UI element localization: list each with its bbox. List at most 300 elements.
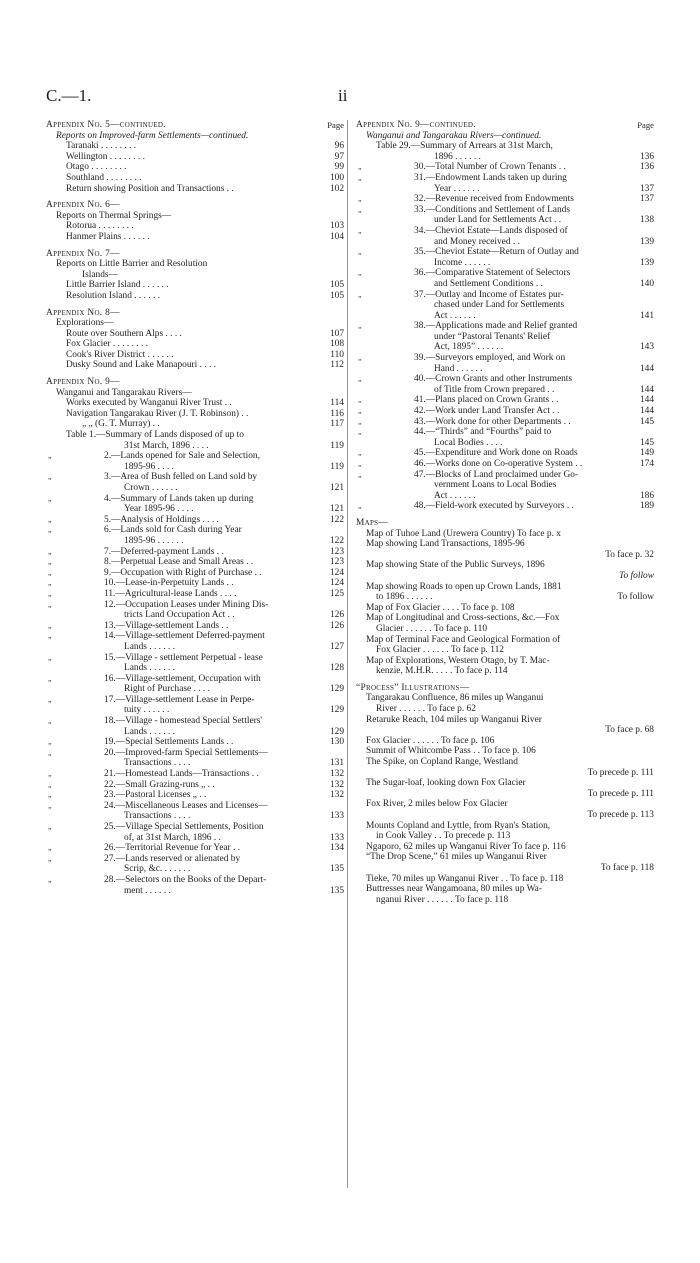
contents-entry <box>46 864 344 875</box>
contents-entry <box>46 441 344 452</box>
entry-title: 12.—Occupation Leases under Mining Dis- <box>104 599 269 610</box>
entry-title: Buttresses near Wangamoana, 80 miles up Wa- <box>366 884 542 895</box>
contents-entry <box>46 200 344 211</box>
entry-page-ref: 128 <box>329 663 344 674</box>
ditto-mark: „ <box>48 451 52 461</box>
contents-entry <box>46 184 344 195</box>
entry-page-ref: To precede p. 111 <box>587 767 654 778</box>
ditto-mark: „ <box>358 289 362 299</box>
entry-title: Appendix No. 9—continued. <box>356 120 476 130</box>
entry-title: 40.—Crown Grants and other Instruments <box>414 374 573 385</box>
entry-title: River . . . . . . To face p. 62 <box>376 704 476 715</box>
entry-title: Retaruke Reach, 104 miles up Wanganui River <box>366 714 542 725</box>
entry-title: Mounts Copland and Lyttle, from Ryan's Station, <box>366 820 551 831</box>
contents-entry <box>46 589 344 600</box>
contents-entry <box>46 504 344 515</box>
entry-page-ref: 126 <box>329 620 344 631</box>
entry-title: chased under Land for Settlements <box>434 300 565 311</box>
entry-title: 18.—Village - homestead Special Settlers' <box>104 716 263 727</box>
contents-entry <box>356 395 654 406</box>
entry-page-ref: 189 <box>639 501 654 512</box>
ditto-mark: „ <box>48 790 52 800</box>
entry-page-ref: 139 <box>639 236 654 247</box>
contents-entry <box>46 280 344 291</box>
entry-title: Appendix No. 5—continued. <box>46 120 166 130</box>
entry-title: Map of Tuhoe Land (Urewera Country) To face p. x <box>366 528 561 539</box>
ditto-mark: „ <box>48 472 52 482</box>
entry-title: Little Barrier Island . . . . . . <box>66 280 169 291</box>
contents-entry <box>46 663 344 674</box>
entry-title: Local Bodies . . . . <box>434 437 503 448</box>
contents-entry <box>356 173 654 184</box>
entry-page-ref: 137 <box>639 183 654 194</box>
entry-page-ref: 119 <box>330 461 344 472</box>
entry-title: Appendix No. 6— <box>46 200 120 211</box>
ditto-mark: „ <box>48 525 52 535</box>
ditto-mark: „ <box>358 448 362 458</box>
entry-page-ref: 125 <box>329 588 344 599</box>
entry-title: Return showing Position and Transactions . . <box>66 183 234 194</box>
contents-entry <box>46 748 344 759</box>
entry-page-ref: 131 <box>329 758 344 769</box>
contents-entry <box>46 249 344 260</box>
contents-entry <box>46 398 344 409</box>
ditto-mark: „ <box>48 631 52 641</box>
contents-entry <box>46 578 344 589</box>
entry-title: 44.—“Thirds” and “Fourths” paid to <box>414 427 552 438</box>
contents-entry <box>46 409 344 420</box>
entry-title: 23.—Pastoral Licenses „ . . <box>104 790 207 801</box>
entry-title: Table 1.—Summary of Lands disposed of up to <box>66 430 244 441</box>
ditto-mark: „ <box>48 800 52 810</box>
entry-title: Taranaki . . . . . . . . <box>66 141 137 152</box>
contents-entry <box>46 339 344 350</box>
entry-page-ref: 129 <box>329 705 344 716</box>
entry-page-ref: 133 <box>329 811 344 822</box>
entry-title: 42.—Work under Land Transfer Act . . <box>414 406 560 417</box>
contents-entry <box>356 141 654 152</box>
entry-title: “Process” Illustrations— <box>356 682 470 693</box>
entry-title: 48.—Field-work executed by Surveyors . . <box>414 501 574 512</box>
entry-page-ref: 105 <box>329 290 344 301</box>
ditto-mark: „ <box>358 225 362 235</box>
entry-title: 35.—Cheviot Estate—Return of Outlay and <box>414 247 579 258</box>
contents-entry <box>46 388 344 399</box>
entry-title: Tangarakau Confluence, 86 miles up Wanganui <box>366 693 544 704</box>
contents-entry <box>46 515 344 526</box>
contents-entry <box>46 780 344 791</box>
entry-page-ref: 100 <box>329 172 344 183</box>
contents-entry <box>46 152 344 163</box>
contents-entry <box>356 821 654 832</box>
entry-title: Wellington . . . . . . . . <box>66 151 145 162</box>
entry-page-ref: 144 <box>639 406 654 417</box>
entry-page-ref: 123 <box>329 557 344 568</box>
contents-entry <box>46 843 344 854</box>
contents-entry <box>46 758 344 769</box>
entry-title: Right of Purchase . . . . <box>124 684 210 695</box>
ditto-mark: „ <box>48 822 52 831</box>
entry-title: Hanmer Plains . . . . . . <box>66 231 150 242</box>
entry-title: 37.—Outlay and Income of Estates pur- <box>414 289 564 300</box>
contents-entry <box>46 483 344 494</box>
entry-title: Year . . . . . . <box>434 183 480 194</box>
entry-title: 45.—Expenditure and Work done on Roads <box>414 448 578 459</box>
contents-entry <box>356 518 654 529</box>
contents-entry <box>356 279 654 290</box>
entry-title: “The Drop Scene,” 61 miles up Wanganui River <box>366 852 547 863</box>
contents-entry <box>356 746 654 757</box>
contents-entry <box>46 727 344 738</box>
contents-entry <box>356 789 654 800</box>
entry-title: Works executed by Wanganui River Trust . . <box>66 398 232 409</box>
contents-entry <box>356 332 654 343</box>
entry-page-ref: 136 <box>639 162 654 173</box>
contents-entry <box>46 631 344 642</box>
entry-title: Map of Fox Glacier . . . . To face p. 108 <box>366 602 515 613</box>
entry-page-ref: 145 <box>639 437 654 448</box>
entry-title: 30.—Total Number of Crown Tenants . . <box>414 162 566 173</box>
contents-entry <box>356 666 654 677</box>
entry-title: Fox Glacier . . . . . . To face p. 106 <box>366 735 495 746</box>
contents-entry <box>356 131 654 142</box>
ditto-mark: „ <box>48 578 52 588</box>
contents-entry <box>356 656 654 667</box>
contents-entry <box>356 268 654 279</box>
entry-title: Map showing State of the Public Surveys, 1896 <box>366 560 545 571</box>
entry-title: Lands . . . . . . <box>124 641 176 652</box>
entry-page-ref: To follow <box>619 570 654 581</box>
entry-title: Islands— <box>82 269 118 280</box>
entry-title: Crown . . . . . . <box>124 483 178 493</box>
contents-entry <box>356 895 654 906</box>
entry-page-ref: To follow <box>617 592 654 603</box>
entry-title: 2.—Lands opened for Sale and Selection, <box>104 451 260 462</box>
ditto-mark: „ <box>358 353 362 363</box>
contents-entry <box>356 624 654 635</box>
entry-title: 11.—Agricultural-lease Lands . . . . <box>104 588 237 599</box>
entry-title: Resolution Island . . . . . . <box>66 290 161 301</box>
entry-title: kenzie, M.H.R. . . . . To face p. 114 <box>376 666 508 677</box>
entry-page-ref: 124 <box>329 567 344 578</box>
entry-page-ref: 136 <box>639 151 654 162</box>
entry-title: Year 1895-96 . . . . <box>124 504 194 515</box>
entry-title: 3.—Area of Bush felled on Land sold by <box>104 472 258 483</box>
entry-title: Transactions . . . . <box>124 811 191 822</box>
entry-page-ref: 105 <box>329 280 344 291</box>
ditto-mark: „ <box>358 204 362 214</box>
contents-left-column <box>46 120 344 896</box>
entry-title: Southland . . . . . . . . <box>66 172 142 183</box>
entry-title: The Spike, on Copland Range, Westland <box>366 757 518 768</box>
contents-entry <box>356 184 654 195</box>
contents-entry <box>356 120 654 131</box>
entry-page-ref: 145 <box>639 416 654 427</box>
contents-entry <box>356 215 654 226</box>
contents-entry <box>46 221 344 232</box>
entry-page-ref: 112 <box>330 360 344 371</box>
entry-page-ref: 123 <box>329 546 344 557</box>
entry-title: 14.—Village-settlement Deferred-payment <box>104 631 265 642</box>
entry-title: 47.—Blocks of Land proclaimed under Go- <box>414 469 579 480</box>
entry-title: 41.—Plans placed on Crown Grants . . <box>414 395 559 406</box>
entry-page-ref: 124 <box>329 578 344 589</box>
contents-entry <box>356 226 654 237</box>
entry-title: 38.—Applications made and Relief granted <box>414 321 578 332</box>
contents-entry <box>356 406 654 417</box>
ditto-mark: „ <box>358 416 362 426</box>
contents-entry <box>46 360 344 371</box>
contents-entry <box>356 715 654 726</box>
entry-title: 1896 . . . . . . <box>434 151 481 162</box>
ditto-mark: „ <box>48 599 52 609</box>
contents-entry <box>46 329 344 340</box>
entry-title: 31.—Endowment Lands taken up during <box>414 172 567 183</box>
entry-title: Glacier . . . . . . To face p. 110 <box>376 623 488 634</box>
entry-title: Fox Glacier . . . . . . . . <box>66 339 149 350</box>
ditto-mark: „ <box>48 588 52 598</box>
entry-page-ref: 134 <box>329 843 344 854</box>
contents-entry <box>356 342 654 353</box>
entry-page-ref: 132 <box>329 769 344 780</box>
contents-entry <box>46 141 344 152</box>
page-numeral: ii <box>338 86 348 105</box>
entry-title: Act . . . . . . <box>434 310 476 321</box>
contents-entry <box>46 173 344 184</box>
entry-title: „ „ (G. T. Murray) . . <box>82 419 160 430</box>
entry-title: Rotorua . . . . . . . . <box>66 221 134 232</box>
entry-title: 26.—Territorial Revenue for Year . . <box>104 843 241 854</box>
entry-title: 1895-96 . . . . <box>124 461 174 472</box>
entry-title: The Sugar-loaf, looking down Fox Glacier <box>366 778 526 789</box>
contents-entry <box>46 886 344 897</box>
ditto-mark: „ <box>48 557 52 567</box>
contents-entry <box>46 822 344 833</box>
entry-title: vernment Loans to Local Bodies <box>434 480 557 491</box>
contents-entry <box>356 683 654 694</box>
entry-title: Appendix No. 8— <box>46 307 120 318</box>
contents-entry <box>356 852 654 863</box>
entry-title: Map showing Land Transactions, 1895-96 <box>366 539 525 550</box>
contents-entry <box>46 875 344 886</box>
entry-title: under Land for Settlements Act . . <box>434 215 562 226</box>
contents-entry <box>46 472 344 483</box>
entry-title: Wanganui and Tangarakau Rivers—continued. <box>366 130 542 141</box>
contents-entry <box>356 353 654 364</box>
entry-page-ref: 137 <box>639 194 654 205</box>
contents-entry <box>356 205 654 216</box>
ditto-mark: „ <box>358 406 362 416</box>
entry-title: Otago . . . . . . . . <box>66 162 127 173</box>
contents-entry <box>46 716 344 727</box>
entry-title: Table 29.—Summary of Arrears at 31st March, <box>376 141 553 152</box>
contents-entry <box>46 557 344 568</box>
contents-entry <box>356 152 654 163</box>
ditto-mark: „ <box>358 247 362 257</box>
entry-page-ref: 116 <box>330 408 344 419</box>
contents-entry <box>46 377 344 388</box>
ditto-mark: „ <box>358 374 362 384</box>
contents-entry <box>46 610 344 621</box>
contents-entry <box>46 211 344 222</box>
ditto-mark: „ <box>48 716 52 726</box>
contents-entry <box>356 736 654 747</box>
contents-entry <box>356 491 654 502</box>
entry-title: 24.—Miscellaneous Leases and Licenses— <box>104 800 268 811</box>
contents-entry <box>356 603 654 614</box>
ditto-mark: „ <box>48 493 52 503</box>
entry-page-ref: 144 <box>639 384 654 395</box>
contents-entry <box>46 430 344 441</box>
entry-title: 5.—Analysis of Holdings . . . . <box>104 514 219 525</box>
entry-page-ref: Page <box>637 120 654 130</box>
doc-reference: C.—1. <box>46 86 92 105</box>
entry-title: and Money received . . <box>434 236 520 247</box>
entry-page-ref: 141 <box>639 310 654 321</box>
ditto-mark: „ <box>358 395 362 405</box>
contents-entry <box>46 494 344 505</box>
ditto-mark: „ <box>48 779 52 789</box>
entry-title: 27.—Lands reserved or alienated by <box>104 853 241 864</box>
entry-title: 16.—Village-settlement, Occupation with <box>104 673 261 684</box>
ditto-mark: „ <box>358 459 362 468</box>
entry-title: 9.—Occupation with Right of Purchase . . <box>104 567 262 578</box>
entry-page-ref: 122 <box>329 514 344 525</box>
contents-entry <box>46 462 344 473</box>
ditto-mark: „ <box>358 321 362 331</box>
contents-entry <box>356 300 654 311</box>
ditto-mark: „ <box>48 769 52 779</box>
entry-title: Map showing Roads to open up Crown Lands, 1881 <box>366 581 562 592</box>
contents-entry <box>356 459 654 470</box>
contents-entry <box>356 438 654 449</box>
entry-title: Map of Terminal Face and Geological Formation of <box>366 634 561 645</box>
contents-entry <box>46 451 344 462</box>
entry-title: 1895-96 . . . . . . <box>124 535 184 546</box>
contents-entry <box>356 884 654 895</box>
contents-entry <box>356 863 654 874</box>
entry-page-ref: 138 <box>639 215 654 226</box>
entry-title: 19.—Special Settlements Lands . . <box>104 737 234 748</box>
ditto-mark: „ <box>358 469 362 479</box>
entry-title: Lands . . . . . . <box>124 726 176 737</box>
entry-page-ref: 132 <box>329 790 344 801</box>
entry-title: 32.—Revenue received from Endowments <box>414 194 574 205</box>
contents-entry <box>46 684 344 695</box>
entry-title: 39.—Surveyors employed, and Work on <box>414 353 566 364</box>
entry-title: tuity . . . . . . <box>124 705 170 716</box>
ditto-mark: „ <box>358 194 362 204</box>
ditto-mark: „ <box>358 501 362 511</box>
contents-entry <box>46 600 344 611</box>
ditto-mark: „ <box>48 514 52 524</box>
entry-page-ref: 102 <box>329 183 344 194</box>
contents-entry <box>356 321 654 332</box>
entry-title: 4.—Summary of Lands taken up during <box>104 493 254 504</box>
contents-entry <box>46 131 344 142</box>
contents-entry <box>356 529 654 540</box>
contents-entry <box>46 769 344 780</box>
entry-title: Act, 1895” . . . . . . <box>434 342 504 353</box>
entry-title: 28.—Selectors on the Books of the Depart- <box>104 874 267 885</box>
entry-title: Hand . . . . . . <box>434 363 483 374</box>
contents-entry <box>46 833 344 844</box>
entry-title: Explorations— <box>56 318 114 329</box>
entry-page-ref: 135 <box>329 864 344 875</box>
ditto-mark: „ <box>48 673 52 683</box>
entry-page-ref: 127 <box>329 641 344 652</box>
contents-right-column <box>356 120 654 905</box>
contents-entry <box>46 547 344 558</box>
contents-entry <box>356 560 654 571</box>
entry-page-ref: 126 <box>329 610 344 621</box>
entry-page-ref: 144 <box>639 395 654 406</box>
entry-title: Fox Glacier . . . . . . To face p. 112 <box>376 645 504 656</box>
contents-entry <box>356 842 654 853</box>
entry-page-ref: 143 <box>639 342 654 353</box>
contents-entry <box>46 291 344 302</box>
entry-title: 25.—Village Special Settlements, Position <box>104 822 264 832</box>
contents-entry <box>46 568 344 579</box>
entry-title: Maps— <box>356 517 389 528</box>
entry-title: 10.—Lease-in-Perpetuity Lands . . <box>104 578 234 589</box>
contents-entry <box>356 247 654 258</box>
entry-page-ref: 114 <box>330 398 344 409</box>
contents-entry <box>46 674 344 685</box>
entry-title: Scrip, &c. . . . . . . <box>124 864 191 875</box>
contents-entry <box>46 419 344 430</box>
contents-entry <box>356 725 654 736</box>
ditto-mark: „ <box>48 694 52 704</box>
contents-entry <box>356 237 654 248</box>
entry-page-ref: To face p. 32 <box>605 549 654 560</box>
entry-page-ref: 117 <box>330 419 344 430</box>
entry-title: Ngaporo, 62 miles up Wanganui River To face p. 116 <box>366 841 566 852</box>
entry-title: and Settlement Conditions . . <box>434 278 543 289</box>
entry-page-ref: 132 <box>329 779 344 790</box>
entry-title: ment . . . . . . <box>124 885 171 896</box>
contents-entry <box>356 613 654 624</box>
entry-page-ref: 135 <box>329 885 344 896</box>
contents-entry <box>356 831 654 842</box>
entry-title: Transactions . . . . <box>124 758 191 769</box>
entry-page-ref: 149 <box>639 448 654 459</box>
contents-entry <box>356 258 654 269</box>
ditto-mark: „ <box>358 268 362 278</box>
ditto-mark: „ <box>48 652 52 662</box>
entry-title: Reports on Little Barrier and Resolution <box>56 259 208 270</box>
entry-title: 8.—Perpetual Lease and Small Areas . . <box>104 557 254 568</box>
entry-page-ref: To face p. 68 <box>605 725 654 736</box>
entry-title: Wanganui and Tangarakau Rivers— <box>56 387 192 398</box>
contents-entry <box>46 318 344 329</box>
contents-entry <box>356 417 654 428</box>
entry-page-ref: 96 <box>334 141 344 152</box>
ditto-mark: „ <box>358 427 362 437</box>
ditto-mark: „ <box>48 737 52 747</box>
entry-page-ref: 119 <box>330 440 344 451</box>
entry-title: Tieke, 70 miles up Wanganui River . . To face p. 118 <box>366 873 564 884</box>
contents-entry <box>356 539 654 550</box>
contents-entry <box>356 768 654 779</box>
contents-entry <box>356 311 654 322</box>
entry-title: 22.—Small Grazing-runs „ . . <box>104 779 215 790</box>
contents-entry <box>356 470 654 481</box>
contents-entry <box>46 653 344 664</box>
entry-title: Map of Longitudinal and Cross-sections, &c.—Fox <box>366 613 560 624</box>
entry-page-ref: 186 <box>639 490 654 501</box>
contents-entry <box>356 757 654 768</box>
